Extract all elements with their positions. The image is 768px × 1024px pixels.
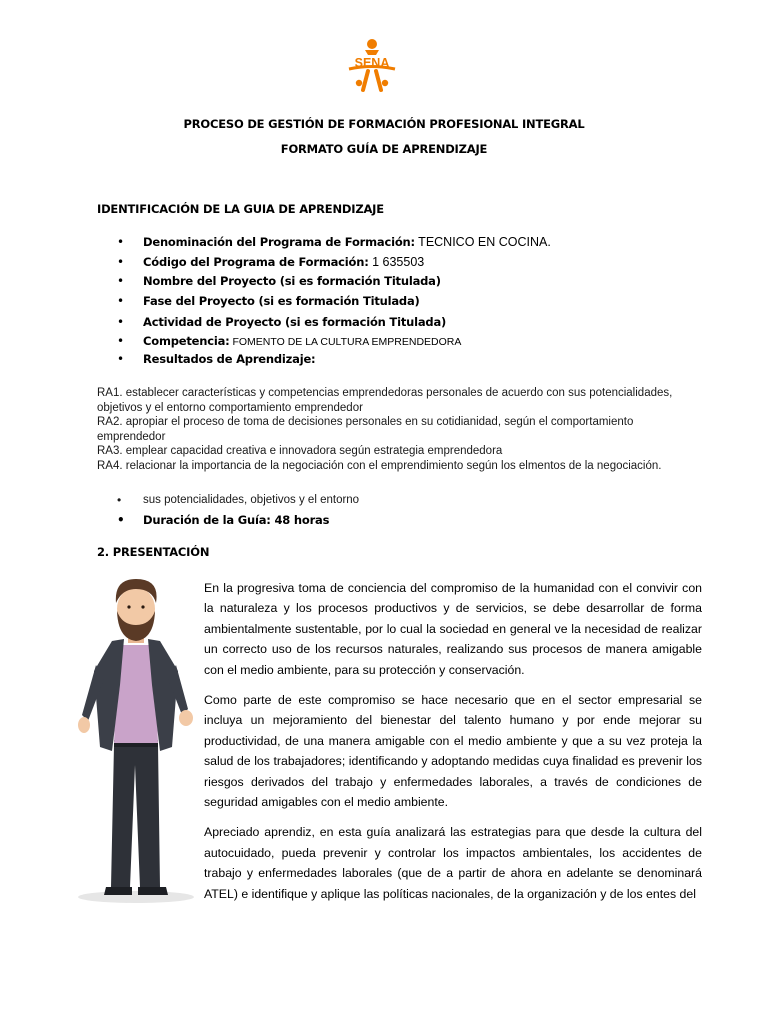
presentation-body <box>204 578 702 914</box>
identification-heading: IDENTIFICACIÓN DE LA GUIA DE APRENDIZAJE <box>97 202 384 216</box>
list-item-learning-results <box>117 350 737 368</box>
businessman-illustration <box>74 575 198 905</box>
program-code-value: 1 635503 <box>368 254 425 269</box>
project-phase-label: Fase del Proyecto (si es formación Titulada) <box>143 294 420 308</box>
ra4-text: RA4. relacionar la importancia de la negociación con el emprendimiento según los elmentos de la negociación. <box>97 459 662 472</box>
process-title: PROCESO DE GESTIÓN DE FORMACIÓN PROFESIONAL INTEGRAL <box>183 117 585 131</box>
list-item-project-name <box>117 271 737 292</box>
learning-results-label: Resultados de Aprendizaje: <box>143 352 316 366</box>
list-item-extra: • sus potencialidades, objetivos y el entorno <box>117 490 737 510</box>
learning-results-text <box>97 386 697 473</box>
ra3-text: RA3. emplear capacidad creativa e innovadora según estrategia emprendedora <box>97 445 503 457</box>
presentation-heading: 2. PRESENTACIÓN <box>97 545 210 559</box>
competence-value: FOMENTO DE LA CULTURA EMPRENDEDORA <box>229 336 462 348</box>
list-item-project-activity <box>117 312 737 333</box>
svg-text:SENA: SENA <box>354 56 390 70</box>
ra1-text: RA1. establecer características y competencias emprendedoras personales de acuerdo con sus potencialidades, objetivos y el entorno comportamiento emprendedor <box>97 387 673 414</box>
presentation-paragraph-2: Como parte de este compromiso se hace necesario que en el sector empresarial se incluya un mejoramiento del bienestar del talento humano y por ende mejorar su productividad, de una manera amigable con el medio ambiente y que a su vez proteja la salud de los trabajadores; identificando y adoptando medidas cuya finalidad es prevenir los riesgos derivados del trabajo y enfermedades laborales, a través de condiciones de seguridad amigables con el medio ambiente. <box>204 693 702 810</box>
program-name-value: TECNICO EN COCINA. <box>414 235 551 249</box>
businessman-icon <box>74 575 198 905</box>
sena-logo <box>343 38 401 94</box>
list-item-duration: • Duración de la Guía: 48 horas <box>117 510 737 530</box>
project-activity-label: Actividad de Proyecto (si es formación Titulada) <box>143 314 447 329</box>
competence-label: Competencia: <box>143 334 230 348</box>
list-item-program-name <box>117 232 737 253</box>
ra2-text: RA2. apropiar el proceso de toma de decisiones personales en su cotidianidad, según el comportamiento emprendedor <box>97 416 634 443</box>
format-title: FORMATO GUÍA DE APRENDIZAJE <box>280 142 488 156</box>
sena-logo-icon <box>343 38 401 94</box>
extra-list <box>117 490 737 530</box>
project-name-label: Nombre del Proyecto (si es formación Titulada) <box>143 273 441 288</box>
list-item-project-phase <box>117 291 737 312</box>
presentation-paragraph-3: Apreciado aprendiz, en esta guía analizará las estrategias para que desde la cultura del autocuidado, pueda prevenir y controlar los impactos ambientales, los accidentes de trabajo y enfermedades laborales (que de a partir de ahora en adelante se denominará ATEL) e identifique y aplique las políticas nacionales, de la organización y de los entes del <box>204 825 702 901</box>
program-code-label: Código del Programa de Formación: <box>143 254 369 269</box>
identification-list <box>117 232 737 368</box>
list-item-program-code <box>117 253 737 271</box>
list-item-competence <box>117 332 737 350</box>
program-name-label: Denominación del Programa de Formación: <box>143 235 415 249</box>
presentation-paragraph-1: En la progresiva toma de conciencia del compromiso de la humanidad con el convivir con la naturaleza y los procesos productivos y de servicios, se debe desarrollar de forma ambientalmente sustentable, por lo cual la sociedad en general ve la necesidad de realizar un correcto uso de los recursos naturales, realizando sus procesos de manera amigable con el medio ambiente, para su protección y conservación. <box>204 581 702 677</box>
